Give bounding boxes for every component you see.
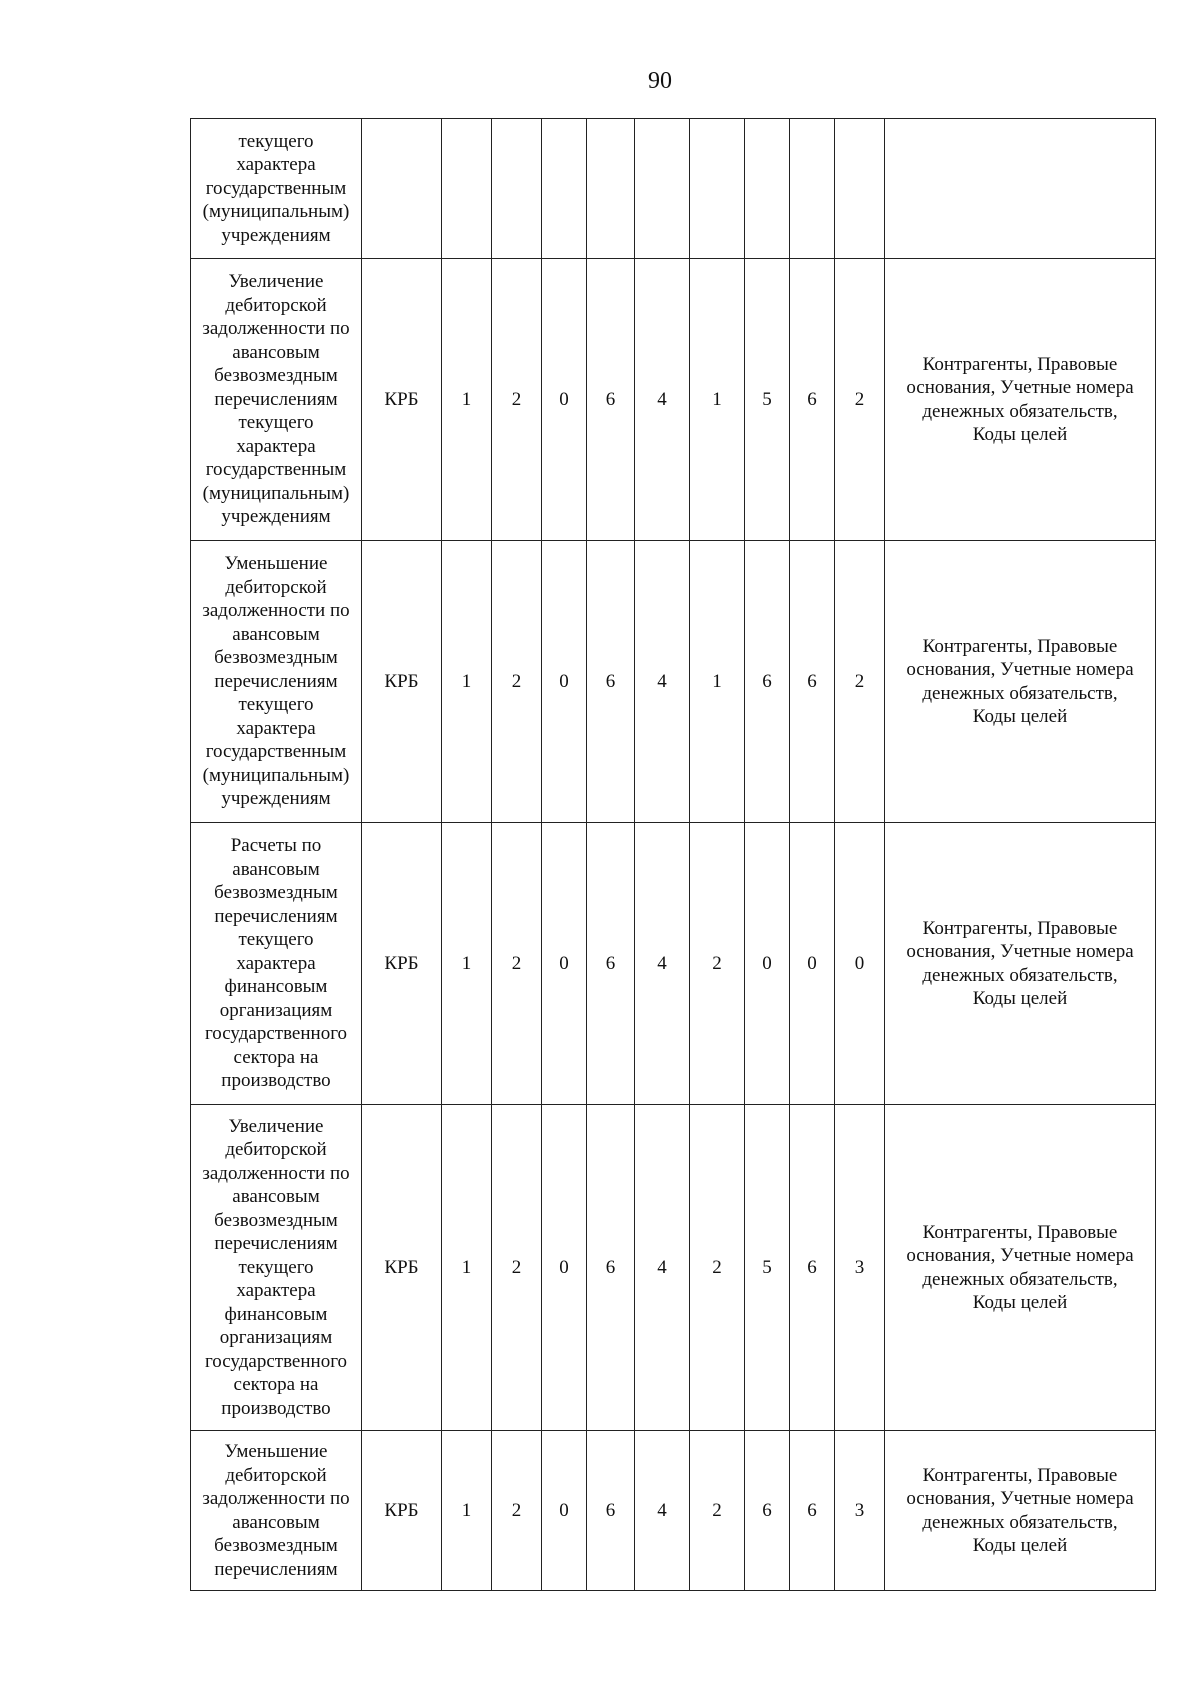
analytics-line: денежных обязательств, <box>922 964 1118 986</box>
account-digit-cell <box>542 119 587 259</box>
account-digit-cell: 6 <box>790 1105 835 1431</box>
account-digit-cell: 1 <box>690 541 745 823</box>
table-row <box>191 541 1156 823</box>
table-row <box>191 1105 1156 1431</box>
account-digit-cell: 2 <box>835 259 885 541</box>
account-name-line: авансовым <box>232 858 320 880</box>
table-row <box>191 1431 1156 1591</box>
account-name-line: Уменьшение <box>224 1441 328 1462</box>
account-digit-cell: 0 <box>835 823 885 1105</box>
account-digit-cell: 4 <box>635 1105 690 1431</box>
account-name-line: государственным <box>205 459 347 481</box>
account-name-line: Увеличение <box>228 1115 324 1137</box>
account-digit-cell: 0 <box>542 541 587 823</box>
analytics-cell <box>885 119 1156 259</box>
analytics-line: Контрагенты, Правовые <box>922 1464 1118 1486</box>
analytics-line: денежных обязательств, <box>922 1268 1118 1290</box>
account-digit-cell: 2 <box>835 541 885 823</box>
account-name-cell <box>191 1105 362 1431</box>
account-name-line: учреждениям <box>221 788 331 810</box>
analytics-line: денежных обязательств, <box>922 1511 1118 1533</box>
account-digit-cell: 4 <box>635 541 690 823</box>
account-digit-cell: 1 <box>442 541 492 823</box>
account-name-line: государственным <box>205 741 347 763</box>
account-name-line: характера <box>236 154 316 176</box>
account-digit-cell: 1 <box>442 259 492 541</box>
analytics-cell <box>885 541 1156 823</box>
account-name-line: характера <box>236 717 316 739</box>
ledger-code-cell: КРБ <box>362 1105 442 1431</box>
account-digit-cell: 5 <box>745 259 790 541</box>
account-name-line: производство <box>221 1397 331 1419</box>
account-name-line: текущего <box>238 1256 314 1278</box>
account-name-cell <box>191 119 362 259</box>
account-name-line: организациям <box>219 1327 333 1349</box>
account-digit-cell: 3 <box>835 1431 885 1591</box>
analytics-cell <box>885 1105 1156 1431</box>
analytics-line: Контрагенты, Правовые <box>922 635 1118 657</box>
analytics-line: основания, Учетные номера <box>906 1488 1134 1509</box>
account-name-line: сектора на <box>233 1046 319 1068</box>
account-digit-cell <box>442 119 492 259</box>
account-digit-cell: 6 <box>587 823 635 1105</box>
account-name-line: перечислениям <box>214 670 338 692</box>
account-name-line: безвозмездным <box>214 647 338 669</box>
account-digit-cell <box>835 119 885 259</box>
table-row <box>191 823 1156 1105</box>
account-digit-cell: 4 <box>635 259 690 541</box>
ledger-code-cell: КРБ <box>362 541 442 823</box>
analytics-line: основания, Учетные номера <box>906 659 1134 680</box>
account-name-line: характера <box>236 1280 316 1302</box>
account-digit-cell: 6 <box>790 259 835 541</box>
account-digit-cell: 0 <box>542 823 587 1105</box>
account-name-line: характера <box>236 952 316 974</box>
account-name-line: авансовым <box>232 1186 320 1208</box>
accounts-table <box>190 118 1156 1591</box>
account-digit-cell: 6 <box>587 1105 635 1431</box>
analytics-line: Коды целей <box>972 706 1068 727</box>
account-digit-cell: 0 <box>790 823 835 1105</box>
account-digit-cell: 2 <box>492 823 542 1105</box>
account-name-line: перечислениям <box>214 1558 338 1580</box>
account-name-cell <box>191 823 362 1105</box>
analytics-cell <box>885 823 1156 1105</box>
ledger-code-cell: КРБ <box>362 823 442 1105</box>
analytics-line: Коды целей <box>972 988 1068 1009</box>
account-digit-cell <box>635 119 690 259</box>
account-digit-cell: 1 <box>442 1105 492 1431</box>
account-digit-cell: 4 <box>635 823 690 1105</box>
analytics-line: денежных обязательств, <box>922 682 1118 704</box>
account-name-cell <box>191 541 362 823</box>
analytics-line: основания, Учетные номера <box>906 941 1134 962</box>
account-digit-cell: 2 <box>690 1105 745 1431</box>
account-name-line: перечислениям <box>214 905 338 927</box>
account-digit-cell: 2 <box>492 1431 542 1591</box>
account-name-line: авансовым <box>232 623 320 645</box>
account-name-line: (муниципальным) <box>202 201 350 223</box>
account-digit-cell: 6 <box>587 541 635 823</box>
analytics-cell <box>885 1431 1156 1591</box>
table-row <box>191 259 1156 541</box>
account-name-line: дебиторской <box>225 1464 327 1486</box>
account-name-line: организациям <box>219 999 333 1021</box>
account-name-line: сектора на <box>233 1374 319 1396</box>
account-name-line: задолженности по <box>202 1162 350 1184</box>
account-name-line: (муниципальным) <box>202 764 350 786</box>
account-name-line: текущего <box>238 694 314 716</box>
account-name-line: безвозмездным <box>214 365 338 387</box>
account-digit-cell: 0 <box>542 1105 587 1431</box>
analytics-line: основания, Учетные номера <box>906 377 1134 398</box>
account-name-line: дебиторской <box>225 576 327 598</box>
table-body <box>191 119 1156 1591</box>
account-digit-cell: 1 <box>442 1431 492 1591</box>
account-name-line: Расчеты по <box>230 835 322 857</box>
account-digit-cell: 0 <box>542 259 587 541</box>
account-name-line: текущего <box>238 412 314 434</box>
account-digit-cell: 4 <box>635 1431 690 1591</box>
account-digit-cell: 1 <box>690 259 745 541</box>
account-digit-cell: 2 <box>690 1431 745 1591</box>
account-name-line: учреждениям <box>221 506 331 528</box>
account-name-line: текущего <box>238 130 314 152</box>
account-digit-cell <box>690 119 745 259</box>
account-digit-cell: 1 <box>442 823 492 1105</box>
analytics-line: Контрагенты, Правовые <box>922 917 1118 939</box>
account-digit-cell: 2 <box>690 823 745 1105</box>
account-digit-cell: 6 <box>587 259 635 541</box>
account-digit-cell: 2 <box>492 541 542 823</box>
account-name-line: финансовым <box>224 976 328 998</box>
account-name-line: Уменьшение <box>224 553 328 575</box>
ledger-code-cell: КРБ <box>362 259 442 541</box>
account-name-line: дебиторской <box>225 294 327 316</box>
account-digit-cell: 2 <box>492 1105 542 1431</box>
account-name-line: авансовым <box>232 341 320 363</box>
analytics-line: Контрагенты, Правовые <box>922 1221 1118 1243</box>
account-name-line: текущего <box>238 929 314 951</box>
account-name-line: характера <box>236 435 316 457</box>
account-digit-cell: 0 <box>542 1431 587 1591</box>
account-digit-cell: 0 <box>745 823 790 1105</box>
analytics-line: Контрагенты, Правовые <box>922 353 1118 375</box>
ledger-code-cell: КРБ <box>362 1431 442 1591</box>
ledger-code-cell <box>362 119 442 259</box>
account-digit-cell <box>790 119 835 259</box>
account-name-line: задолженности по <box>202 318 350 340</box>
account-name-line: государственного <box>204 1023 348 1045</box>
account-name-line: перечислениям <box>214 1233 338 1255</box>
analytics-line: Коды целей <box>972 424 1068 445</box>
analytics-line: основания, Учетные номера <box>906 1245 1134 1266</box>
account-name-line: безвозмездным <box>214 1535 338 1556</box>
account-digit-cell: 3 <box>835 1105 885 1431</box>
account-name-line: задолженности по <box>202 600 350 622</box>
account-name-line: производство <box>221 1070 331 1092</box>
account-name-line: учреждениям <box>221 224 331 246</box>
account-name-line: авансовым <box>232 1511 320 1533</box>
account-digit-cell: 6 <box>790 1431 835 1591</box>
analytics-cell <box>885 259 1156 541</box>
table-row <box>191 119 1156 259</box>
account-digit-cell <box>745 119 790 259</box>
account-name-line: (муниципальным) <box>202 482 350 504</box>
account-digit-cell: 6 <box>745 541 790 823</box>
account-name-line: Увеличение <box>228 271 324 293</box>
account-name-line: безвозмездным <box>214 1209 338 1231</box>
account-digit-cell: 2 <box>492 259 542 541</box>
account-name-cell <box>191 259 362 541</box>
analytics-line: денежных обязательств, <box>922 400 1118 422</box>
account-name-line: государственного <box>204 1350 348 1372</box>
account-name-cell <box>191 1431 362 1591</box>
account-digit-cell: 6 <box>745 1431 790 1591</box>
account-name-line: финансовым <box>224 1303 328 1325</box>
account-name-line: безвозмездным <box>214 882 338 904</box>
account-digit-cell <box>587 119 635 259</box>
analytics-line: Коды целей <box>972 1535 1068 1556</box>
account-name-line: перечислениям <box>214 388 338 410</box>
account-digit-cell: 6 <box>587 1431 635 1591</box>
analytics-line: Коды целей <box>972 1292 1068 1313</box>
account-name-line: государственным <box>205 177 347 199</box>
account-name-line: дебиторской <box>225 1139 327 1161</box>
page-number: 90 <box>648 68 672 94</box>
account-name-line: задолженности по <box>202 1488 350 1509</box>
account-digit-cell: 5 <box>745 1105 790 1431</box>
account-digit-cell: 6 <box>790 541 835 823</box>
account-digit-cell <box>492 119 542 259</box>
